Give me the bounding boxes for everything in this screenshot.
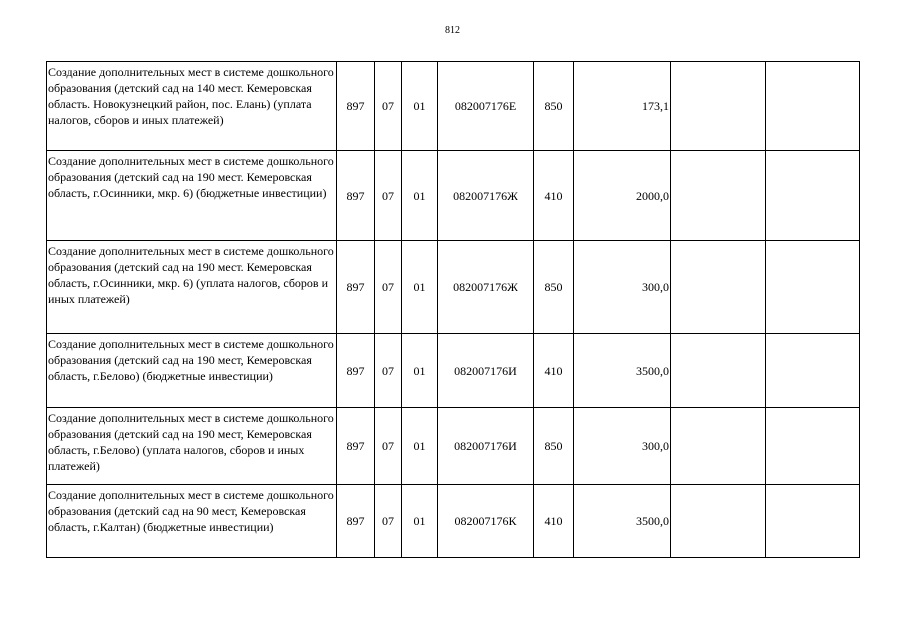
row-amount: 300,0 (574, 241, 671, 334)
row-admin-code: 897 (337, 408, 375, 485)
row-target-code: 082007176И (438, 408, 534, 485)
row-admin-code: 897 (337, 62, 375, 151)
row-expense-type: 410 (534, 334, 574, 408)
table-row (47, 151, 860, 241)
row-extra-cell (766, 241, 860, 334)
row-subsection-code: 01 (402, 408, 438, 485)
row-description: Создание дополнительных мест в системе дошкольного образования (детский сад на 140 мест. Кемеровская область. Новокузнецкий район, пос. Елань) (уплата налогов, сборов и иных платежей) (47, 62, 337, 151)
row-target-code: 082007176Ж (438, 151, 534, 241)
row-amount: 3500,0 (574, 485, 671, 558)
row-section-code: 07 (375, 485, 402, 558)
row-extra-cell (671, 62, 766, 151)
row-subsection-code: 01 (402, 241, 438, 334)
table-row (47, 485, 860, 558)
table-row (47, 241, 860, 334)
row-subsection-code: 01 (402, 151, 438, 241)
row-subsection-code: 01 (402, 62, 438, 151)
row-expense-type: 850 (534, 62, 574, 151)
row-extra-cell (671, 151, 766, 241)
row-description: Создание дополнительных мест в системе дошкольного образования (детский сад на 190 мест. Кемеровская область, г.Осинники, мкр. 6) (уплата налогов, сборов и иных платежей) (47, 241, 337, 334)
row-expense-type: 850 (534, 408, 574, 485)
row-expense-type: 410 (534, 485, 574, 558)
row-description: Создание дополнительных мест в системе дошкольного образования (детский сад на 190 мест, Кемеровская область, г.Белово) (бюджетные инвестиции) (47, 334, 337, 408)
row-extra-cell (766, 62, 860, 151)
row-expense-type: 410 (534, 151, 574, 241)
row-section-code: 07 (375, 408, 402, 485)
row-extra-cell (766, 408, 860, 485)
row-amount: 2000,0 (574, 151, 671, 241)
row-section-code: 07 (375, 62, 402, 151)
row-description: Создание дополнительных мест в системе дошкольного образования (детский сад на 190 мест, Кемеровская область, г.Белово) (уплата налогов, сборов и иных платежей) (47, 408, 337, 485)
row-extra-cell (766, 485, 860, 558)
row-target-code: 082007176Ж (438, 241, 534, 334)
row-extra-cell (671, 334, 766, 408)
row-section-code: 07 (375, 241, 402, 334)
row-subsection-code: 01 (402, 334, 438, 408)
row-admin-code: 897 (337, 334, 375, 408)
row-section-code: 07 (375, 334, 402, 408)
table-row (47, 62, 860, 151)
row-subsection-code: 01 (402, 485, 438, 558)
row-section-code: 07 (375, 151, 402, 241)
row-admin-code: 897 (337, 151, 375, 241)
table-row (47, 408, 860, 485)
row-amount: 300,0 (574, 408, 671, 485)
row-extra-cell (671, 241, 766, 334)
row-description: Создание дополнительных мест в системе дошкольного образования (детский сад на 90 мест, Кемеровская область, г.Калтан) (бюджетные инвестиции) (47, 485, 337, 558)
row-description: Создание дополнительных мест в системе дошкольного образования (детский сад на 190 мест. Кемеровская область, г.Осинники, мкр. 6) (бюджетные инвестиции) (47, 151, 337, 241)
row-admin-code: 897 (337, 485, 375, 558)
budget-table (46, 61, 860, 558)
row-target-code: 082007176К (438, 485, 534, 558)
row-extra-cell (671, 408, 766, 485)
row-target-code: 082007176И (438, 334, 534, 408)
row-amount: 173,1 (574, 62, 671, 151)
row-extra-cell (766, 334, 860, 408)
row-amount: 3500,0 (574, 334, 671, 408)
row-admin-code: 897 (337, 241, 375, 334)
page-number: 812 (445, 25, 460, 36)
row-extra-cell (671, 485, 766, 558)
row-expense-type: 850 (534, 241, 574, 334)
table-row (47, 334, 860, 408)
row-extra-cell (766, 151, 860, 241)
row-target-code: 082007176Е (438, 62, 534, 151)
